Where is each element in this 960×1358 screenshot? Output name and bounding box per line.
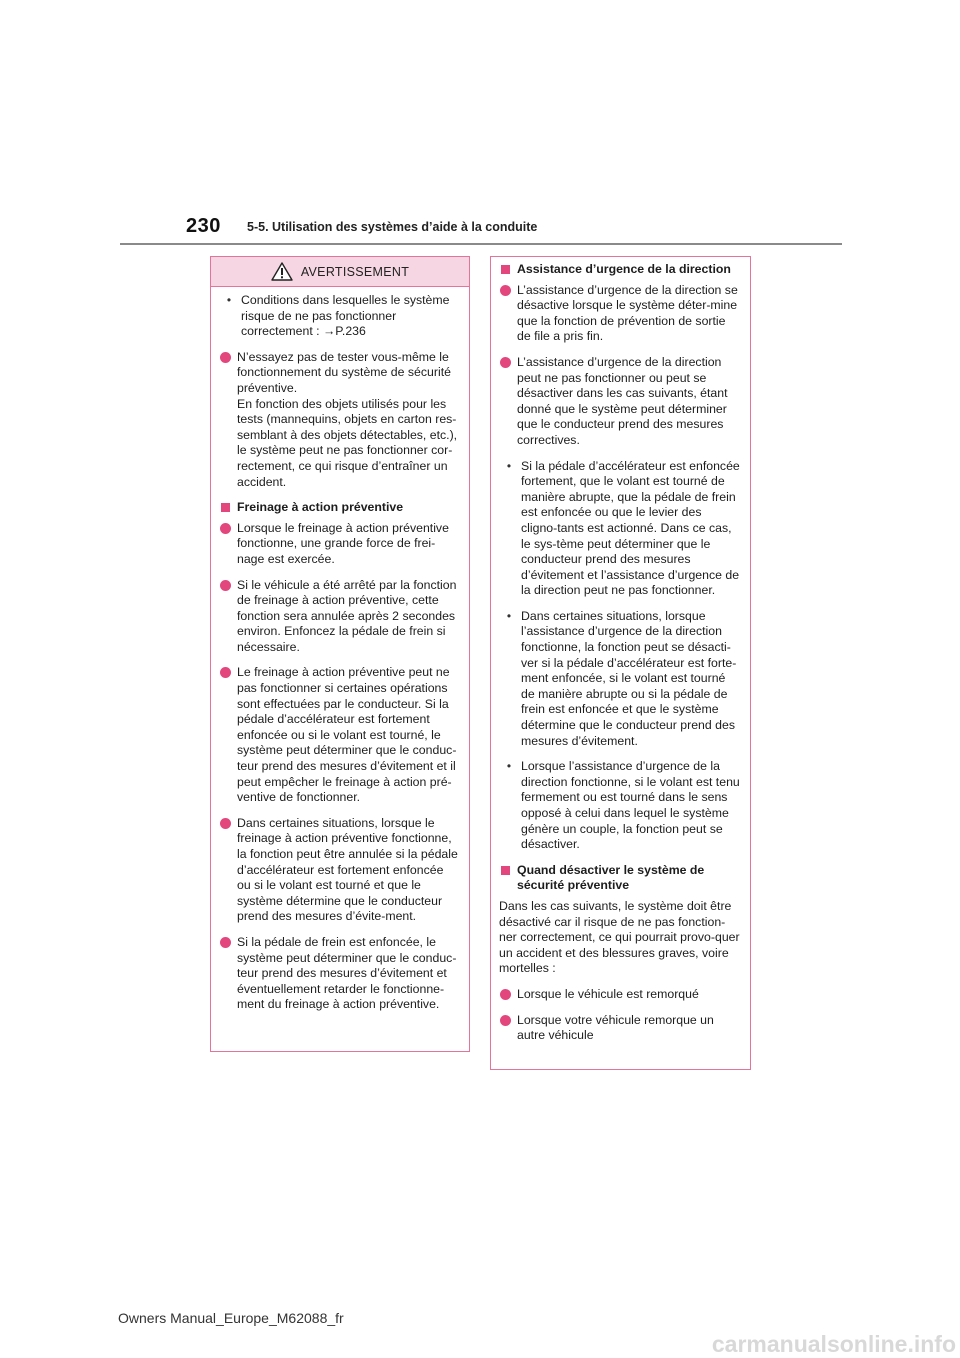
item-text: Dans certaines situations, lorsque le freinage à action préventive fonctionne, la fonction peut être annulée si la pédale d’accélérateur est fortement enfoncée ou si le volant est tourné et que le système détermine que le conducteur prend des mesures d’évite-ment. (237, 815, 458, 924)
pink-circle-bullet-icon (220, 352, 231, 363)
item-text: Quand désactiver le système de sécurité préventive (517, 862, 705, 893)
info-box (490, 256, 751, 1070)
item-text: Lorsque votre véhicule remorque un autre véhicule (517, 1012, 714, 1043)
item-text: Le freinage à action préventive peut ne pas fonctionner si certaines opérations sont effectuées par le conducteur. Si la pédale d’accélérateur est fortement enfoncée ou si le volant est tourné, le système peut déterminer que le conduc-teur prend des mesures d’évitement et il peut empêcher le freinage à action pré-ventive de fonctionner. (237, 665, 457, 805)
list-item (499, 283, 740, 345)
item-text: Si la pédale de frein est enfoncée, le système peut déterminer que le conduc-teur prend des mesures d’évitement et éventuellement retarder le fonctionne-ment du freinage à action préventive. (237, 934, 457, 1012)
pink-circle-bullet-icon (500, 357, 511, 368)
pink-circle-bullet-icon (500, 989, 511, 1000)
item-text: Assistance d’urgence de la direction (517, 262, 731, 276)
list-item (219, 578, 459, 656)
item-text: Si le véhicule a été arrêté par la fonction de freinage à action préventive, cette fonction sera annulée après 2 secondes environ. Enfoncez la pédale de frein si nécessaire. (237, 577, 457, 654)
page-number: 230 (186, 215, 221, 237)
pink-circle-bullet-icon (500, 285, 511, 296)
pink-square-bullet-icon (221, 503, 230, 512)
item-text: Si la pédale d’accélérateur est enfoncée fortement, que le volant est tourné de manière abrupte, que la pédale de frein est enfoncée ou que le levier des cligno-tants est actionné. Dans ce cas, le sys-tème peut déterminer que le conducteur prend des mesures d’évitement et l’assistance d’urgence de la direction peut ne pas fonctionner. (521, 458, 740, 598)
list-item (499, 609, 740, 749)
watermark-text: carmanualsonline.info (711, 1331, 956, 1357)
watermark (660, 1328, 960, 1358)
list-item (499, 355, 740, 449)
footer-manual-name: Owners Manual_Europe_M62088_fr (118, 1310, 344, 1326)
list-item (219, 816, 459, 925)
bullet-dot-icon: • (506, 458, 512, 473)
list-item (219, 935, 459, 1013)
list-item (219, 293, 459, 340)
info-body (491, 257, 750, 1044)
item-text: Lorsque le véhicule est remorqué (517, 986, 699, 1001)
list-item (219, 521, 459, 568)
pink-circle-bullet-icon (220, 667, 231, 678)
item-text: N’essayez pas de tester vous-même le fonctionnement du système de sécurité préventive. En fonction des objets utilisés pour les tests (mannequins, objets en carton res-semblant à des objets détectables, etc.), le système peut ne pas fonctionner cor-rectement, ce qui risque d’entraîner un accident. (237, 349, 458, 489)
bullet-dot-icon: • (506, 759, 512, 774)
bullet-dot-icon: • (506, 608, 512, 623)
warning-title: AVERTISSEMENT (300, 264, 410, 279)
header-divider (120, 243, 842, 245)
list-item (499, 459, 740, 599)
pink-circle-bullet-icon (220, 937, 231, 948)
pink-circle-bullet-icon (500, 1015, 511, 1026)
subheading (219, 500, 459, 516)
subheading (499, 262, 740, 278)
paragraph: Dans les cas suivants, le système doit être désactivé car il risque de ne pas fonction-ner correctement, ce qui pourrait provo-quer un accident et des blessures graves, voire mortelles : (499, 898, 740, 976)
pink-circle-bullet-icon (220, 580, 231, 591)
item-text: Freinage à action préventive (237, 500, 404, 515)
pink-circle-bullet-icon (220, 818, 231, 829)
item-text: Dans certaines situations, lorsque l’assistance d’urgence de la direction fonctionne, la fonction peut se désacti-ver si la pédale d’accélérateur est forte-ment enfoncée, si le volant est tourné de manière abrupte ou si la pédale de frein est enfoncée et que le système détermine que le conducteur prend des mesures d’évitement. (521, 608, 737, 748)
warning-body (211, 287, 469, 1013)
item-text: L’assistance d’urgence de la direction se désactive lorsque le système déter-mine que la fonction de prévention de sortie de file a pris fin. (517, 282, 738, 344)
list-item (219, 350, 459, 490)
pink-circle-bullet-icon (220, 523, 231, 534)
pink-square-bullet-icon (501, 265, 510, 274)
warning-header (211, 257, 469, 287)
warning-triangle-icon (271, 262, 293, 281)
list-item (219, 665, 459, 805)
list-item (499, 759, 740, 853)
list-item (499, 987, 740, 1003)
item-text: Lorsque l’assistance d’urgence de la direction fonctionne, si le volant est tenu fermement ou est tourné dans le sens opposé à celui dans lequel le système génère un couple, la fonction peut se désactiver. (521, 759, 740, 852)
bullet-dot-icon: • (226, 293, 232, 307)
subheading (499, 863, 740, 894)
warning-box (210, 256, 470, 1052)
section-title: 5-5. Utilisation des systèmes d’aide à la conduite (247, 220, 538, 234)
item-text: Lorsque le freinage à action préventive fonctionne, une grande force de frei-nage est exercée. (237, 520, 449, 566)
item-text: Conditions dans lesquelles le système risque de ne pas fonctionner correctement : →P.236 (241, 293, 450, 339)
item-text: L’assistance d’urgence de la direction peut ne pas fonctionner ou peut se désactiver dans les cas suivants, étant donné que le système peut déterminer que le conducteur prend des mesures correctives. (517, 354, 728, 447)
list-item (499, 1013, 740, 1044)
pink-square-bullet-icon (501, 866, 510, 875)
